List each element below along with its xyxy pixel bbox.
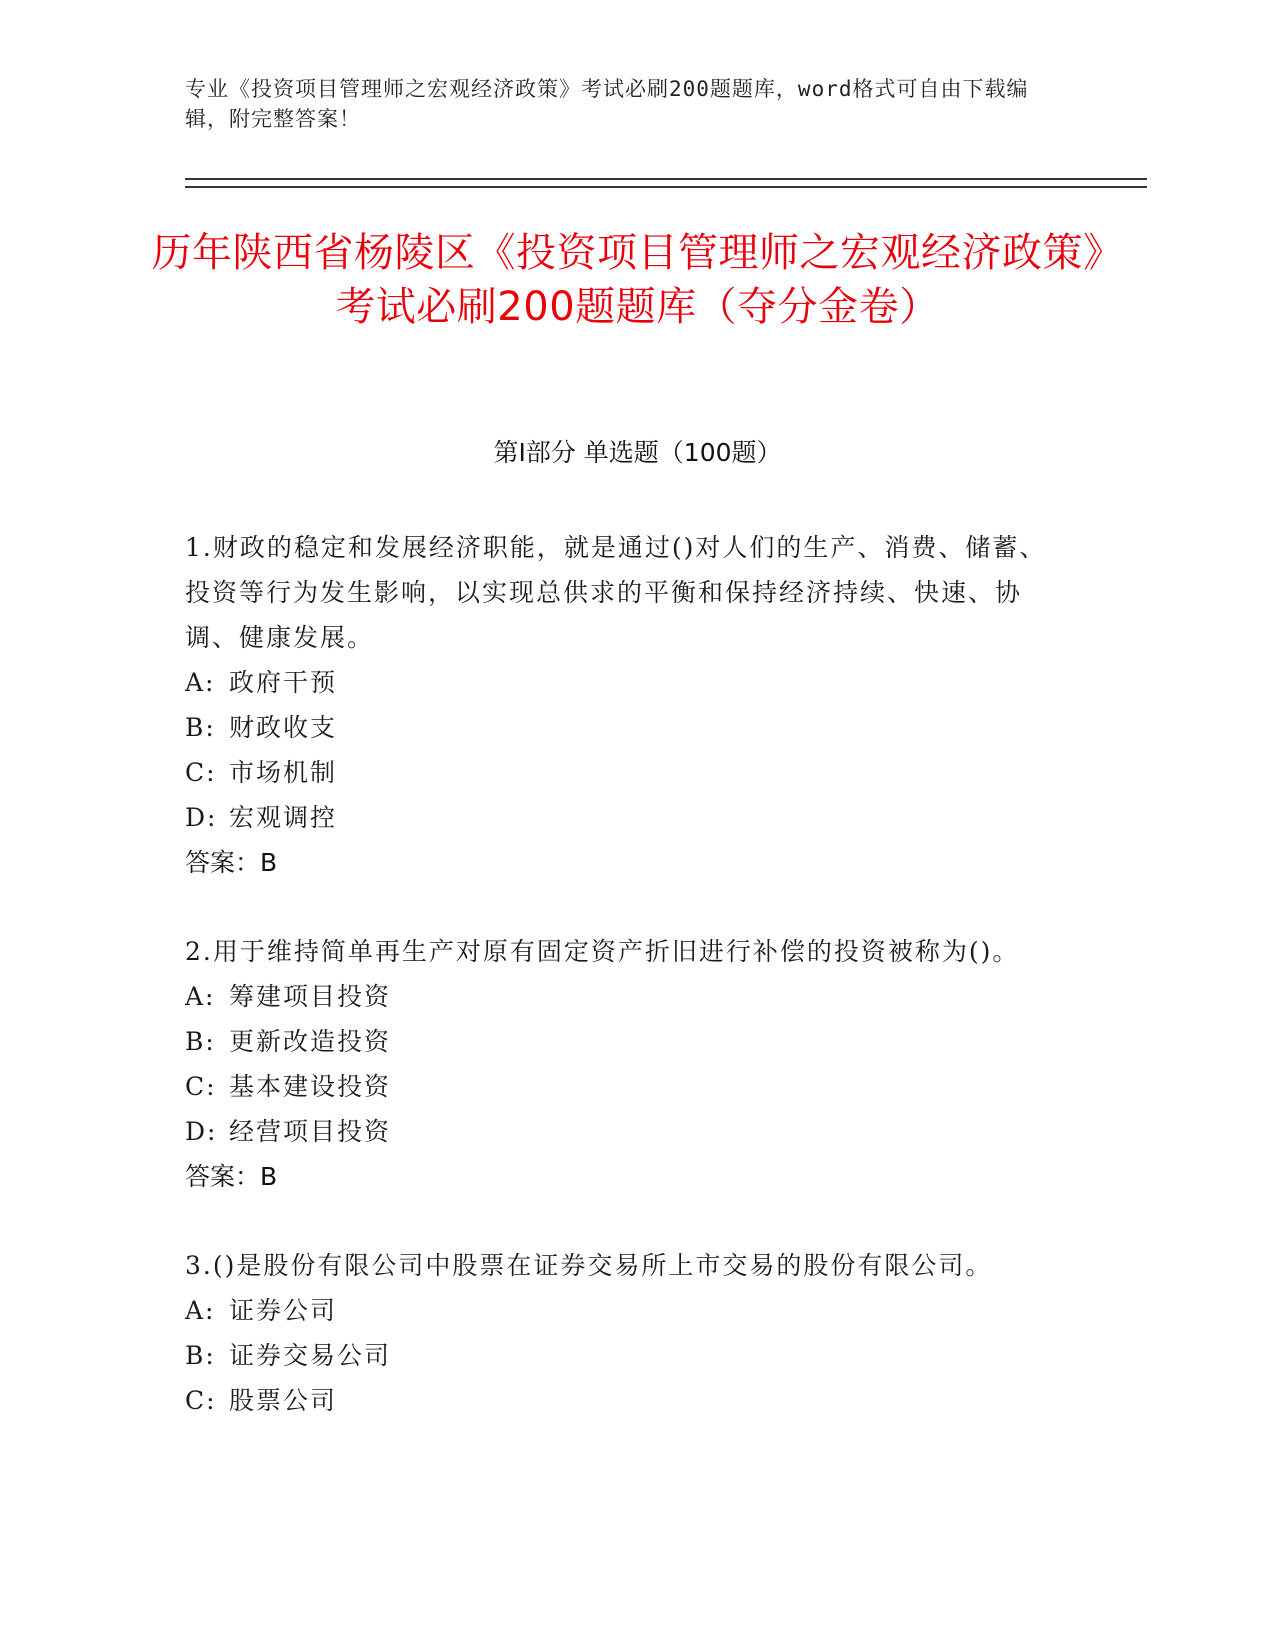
question-1	[185, 525, 1065, 885]
option-a	[185, 660, 1065, 705]
option-key: C:	[185, 1386, 217, 1415]
header-divider-top	[185, 178, 1147, 180]
option-key: C:	[185, 1072, 217, 1101]
option-key: B:	[185, 1341, 216, 1370]
option-c	[185, 750, 1065, 795]
question-text: 3.()是股份有限公司中股票在证券交易所上市交易的股份有限公司。	[185, 1251, 993, 1280]
option-d	[185, 1109, 1065, 1154]
option-text: 宏观调控	[229, 803, 338, 832]
option-text: 筹建项目投资	[229, 982, 392, 1011]
option-b	[185, 705, 1065, 750]
option-text: 证券交易公司	[229, 1341, 392, 1370]
section-heading: 第Ⅰ部分 单选题（100题）	[493, 438, 782, 467]
option-text: 基本建设投资	[229, 1072, 392, 1101]
option-text: 证券公司	[229, 1296, 338, 1325]
answer-line	[185, 1154, 1065, 1199]
header-divider-bottom	[185, 186, 1147, 188]
option-text: 股票公司	[229, 1386, 338, 1415]
question-3	[185, 1243, 1065, 1423]
header-note: 专业《投资项目管理师之宏观经济政策》考试必刷200题题库，word格式可自由下载编辑，附完整答案！	[185, 77, 1029, 131]
option-b	[185, 1019, 1065, 1064]
option-key: A:	[185, 1296, 216, 1325]
answer-label: 答案：	[185, 1162, 261, 1191]
option-c	[185, 1378, 1065, 1423]
document-title: 历年陕西省杨陵区《投资项目管理师之宏观经济政策》考试必刷200题题库（夺分金卷）	[151, 230, 1124, 330]
option-a	[185, 974, 1065, 1019]
option-key: A:	[185, 668, 216, 697]
answer-value: B	[260, 848, 278, 877]
option-text: 市场机制	[229, 758, 338, 787]
option-key: B:	[185, 713, 216, 742]
answer-line	[185, 840, 1065, 885]
option-key: B:	[185, 1027, 216, 1056]
answer-value: B	[260, 1162, 278, 1191]
option-b	[185, 1333, 1065, 1378]
answer-label: 答案：	[185, 848, 261, 877]
option-text: 财政收支	[229, 713, 338, 742]
option-a	[185, 1288, 1065, 1333]
option-text: 更新改造投资	[229, 1027, 392, 1056]
question-2	[185, 929, 1065, 1199]
option-c	[185, 1064, 1065, 1109]
option-text: 政府干预	[229, 668, 338, 697]
question-text: 1.财政的稳定和发展经济职能，就是通过()对人们的生产、消费、储蓄、投资等行为发生影响，以实现总供求的平衡和保持经济持续、快速、协调、健康发展。	[185, 533, 1047, 652]
option-key: A:	[185, 982, 216, 1011]
option-d	[185, 795, 1065, 840]
option-text: 经营项目投资	[229, 1117, 392, 1146]
option-key: C:	[185, 758, 217, 787]
option-key: D:	[185, 1117, 218, 1146]
option-key: D:	[185, 803, 218, 832]
question-text: 2.用于维持简单再生产对原有固定资产折旧进行补偿的投资被称为()。	[185, 937, 1020, 966]
question-list	[185, 525, 1065, 1467]
